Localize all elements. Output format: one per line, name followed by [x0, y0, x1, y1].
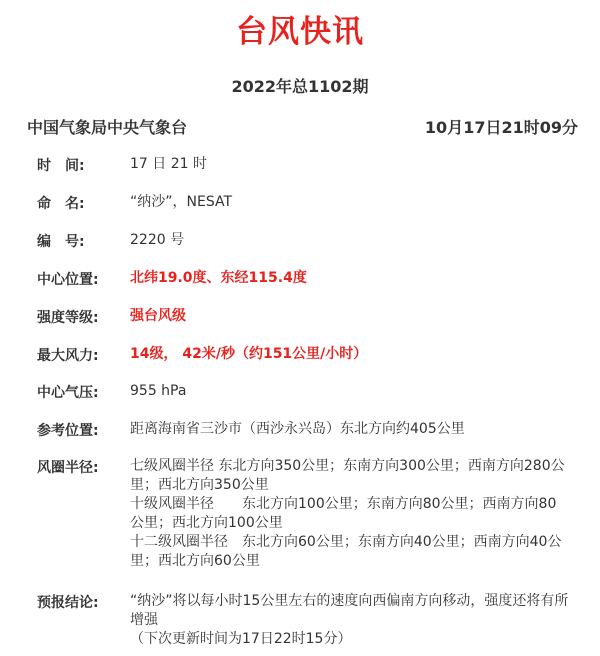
issue-number: 2022年总1102期	[231, 77, 369, 96]
field-value: 北纬19.0度、东经115.4度	[130, 270, 307, 286]
field-value: 2220 号	[130, 232, 185, 248]
forecast-text: “纳沙”将以每小时15公里左右的速度向西偏南方向移动，强度还将有所增强	[130, 593, 569, 628]
field-label: 最大风力:	[37, 348, 99, 364]
field-label: 参考位置:	[37, 423, 99, 439]
field-value	[130, 592, 570, 649]
field-value: “纳沙”，NESAT	[130, 194, 233, 210]
field-label: 编 号:	[37, 234, 85, 250]
field-label: 强度等级:	[37, 310, 99, 326]
field-label: 风圈半径:	[37, 460, 99, 476]
field-label: 中心位置:	[37, 272, 99, 288]
next-update-note: （下次更新时间为17日22时15分）	[130, 631, 352, 647]
field-value	[130, 457, 570, 571]
wind-radius-level-10: 十级风圈半径 东北方向100公里；东南方向80公里；西南方向80公里；西北方向100公里	[130, 496, 557, 531]
issue-datetime: 10月17日21时09分	[424, 118, 578, 137]
field-label: 中心气压:	[37, 385, 99, 401]
field-label: 时 间:	[37, 158, 85, 174]
field-value: 955 hPa	[130, 383, 187, 399]
field-value: 17 日 21 时	[130, 156, 207, 172]
field-value: 距离海南省三沙市（西沙永兴岛）东北方向约405公里	[130, 421, 465, 437]
field-label: 预报结论:	[37, 595, 99, 611]
field-value: 14级， 42米/秒（约151公里/小时）	[130, 346, 368, 362]
wind-radius-level-7: 七级风圈半径 东北方向350公里；东南方向300公里；西南方向280公里；西北方向350公里	[130, 458, 565, 493]
issuing-agency: 中国气象局中央气象台	[27, 118, 188, 137]
field-label: 命 名:	[37, 196, 85, 212]
field-value: 强台风级	[130, 308, 186, 324]
page-title: 台风快讯	[236, 14, 364, 50]
wind-radius-level-12: 十二级风圈半径 东北方向60公里；东南方向40公里；西南方向40公里；西北方向60公里	[130, 534, 562, 569]
